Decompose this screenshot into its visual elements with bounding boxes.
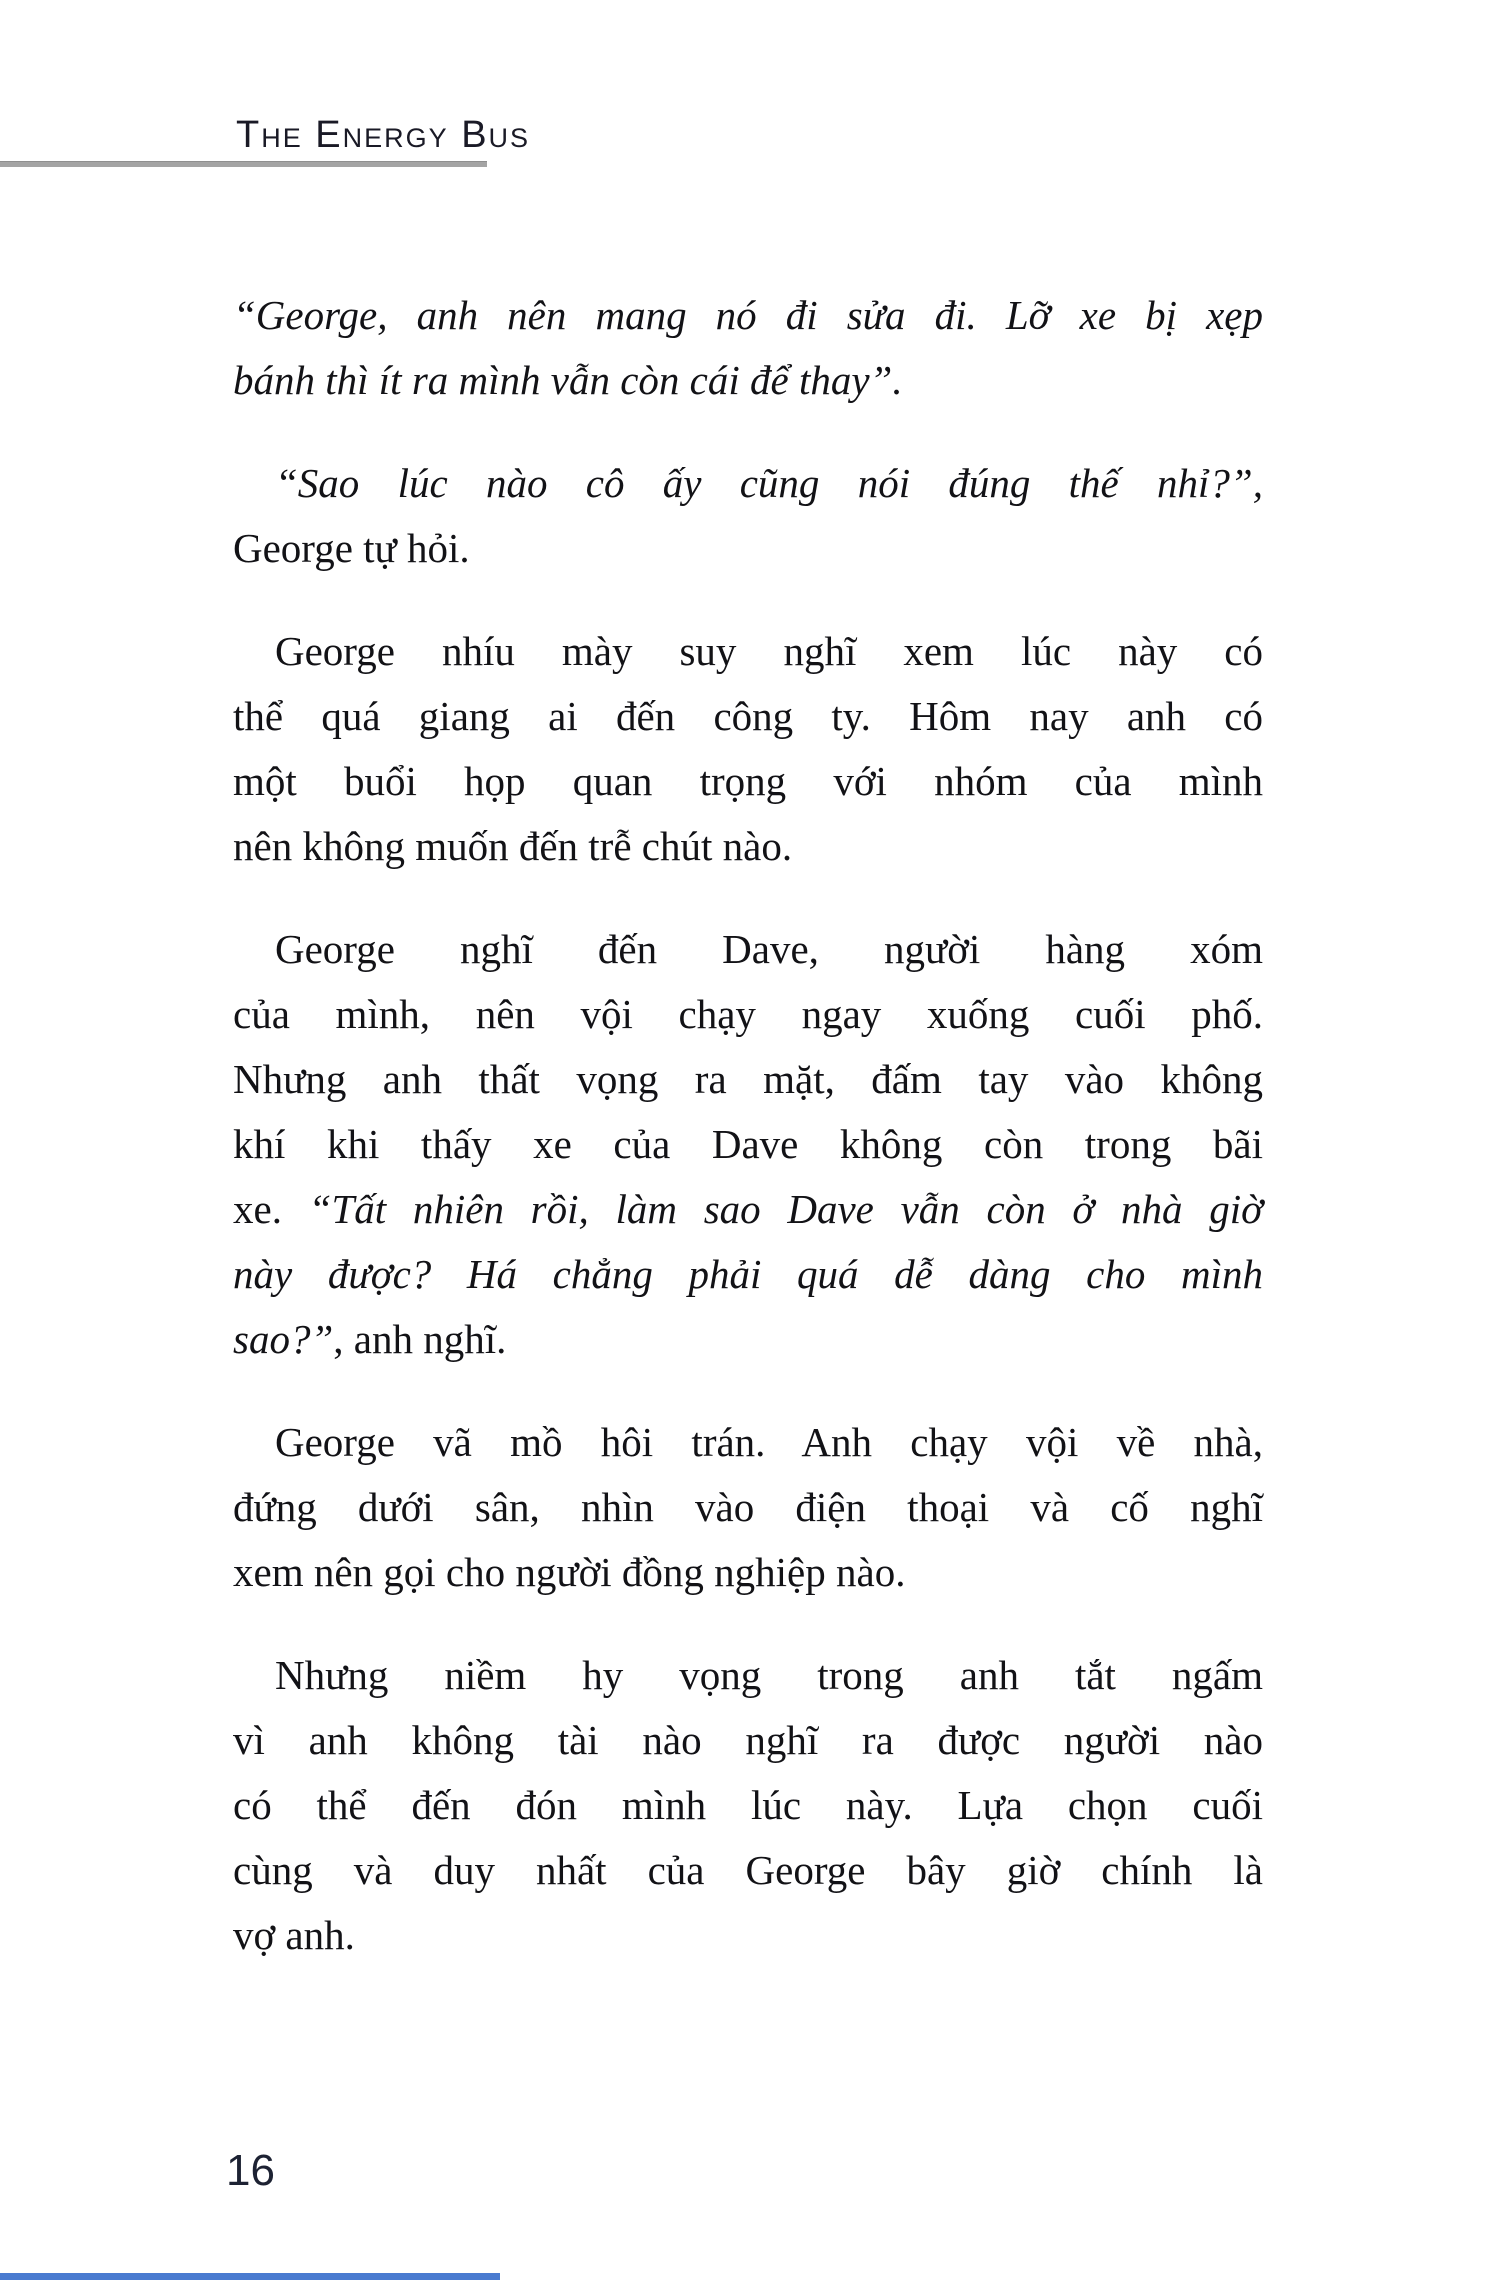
running-header-title: The Energy Bus xyxy=(236,114,531,156)
text-run: “George, anh nên mang nó đi sửa đi. Lỡ xe bị xẹp xyxy=(233,292,1263,338)
text-line xyxy=(233,814,1263,879)
text-run: bánh thì ít ra mình vẫn còn cái để thay”. xyxy=(233,357,903,403)
text-line xyxy=(233,1903,1263,1968)
text-run: George nghĩ đến Dave, người hàng xóm xyxy=(275,926,1263,972)
text-line xyxy=(233,1112,1263,1177)
text-line xyxy=(233,1307,1263,1372)
text-line xyxy=(233,1242,1263,1307)
text-run: George vã mồ hôi trán. Anh chạy vội về nhà, xyxy=(275,1419,1263,1465)
footer-rule xyxy=(0,2273,500,2280)
text-line xyxy=(233,1475,1263,1540)
text-run: “Tất nhiên rồi, làm sao Dave vẫn còn ở nhà giờ xyxy=(308,1186,1263,1232)
text-line xyxy=(233,1410,1263,1475)
text-run: cùng và duy nhất của George bây giờ chính là xyxy=(233,1847,1263,1893)
text-run: Nhưng anh thất vọng ra mặt, đấm tay vào không xyxy=(233,1056,1263,1102)
text-run: vợ anh. xyxy=(233,1912,355,1958)
text-run: này được? Há chẳng phải quá dễ dàng cho mình xyxy=(233,1251,1263,1297)
text-line xyxy=(233,1047,1263,1112)
text-run: Nhưng niềm hy vọng trong anh tắt ngấm xyxy=(275,1652,1263,1698)
text-run: đứng dưới sân, nhìn vào điện thoại và cố nghĩ xyxy=(233,1484,1263,1530)
text-line xyxy=(233,348,1263,413)
text-run: sao?” xyxy=(233,1316,334,1362)
paragraph xyxy=(233,917,1263,1372)
text-line xyxy=(233,619,1263,684)
text-run: khí khi thấy xe của Dave không còn trong bãi xyxy=(233,1121,1263,1167)
paragraph xyxy=(233,619,1263,879)
text-line xyxy=(233,749,1263,814)
text-run: một buổi họp quan trọng với nhóm của mình xyxy=(233,758,1263,804)
text-line xyxy=(233,451,1263,516)
text-line xyxy=(233,1838,1263,1903)
text-run: , anh nghĩ. xyxy=(333,1316,507,1362)
text-line xyxy=(233,684,1263,749)
text-line xyxy=(233,1708,1263,1773)
text-run: “Sao lúc nào cô ấy cũng nói đúng thế nhỉ?”, xyxy=(275,460,1263,506)
text-line xyxy=(233,516,1263,581)
header-rule xyxy=(0,161,487,167)
text-run: George tự hỏi. xyxy=(233,525,470,571)
text-line xyxy=(233,917,1263,982)
text-run: của mình, nên vội chạy ngay xuống cuối phố. xyxy=(233,991,1263,1037)
text-line xyxy=(233,283,1263,348)
body-text xyxy=(233,283,1263,1968)
page-number: 16 xyxy=(226,2146,275,2195)
text-run: xem nên gọi cho người đồng nghiệp nào. xyxy=(233,1549,906,1595)
paragraph xyxy=(233,1410,1263,1605)
text-run: George nhíu mày suy nghĩ xem lúc này có xyxy=(275,628,1263,674)
paragraph xyxy=(233,1643,1263,1968)
text-line xyxy=(233,982,1263,1047)
text-line xyxy=(233,1177,1263,1242)
text-line xyxy=(233,1643,1263,1708)
paragraph xyxy=(233,451,1263,581)
text-run: thể quá giang ai đến công ty. Hôm nay anh có xyxy=(233,693,1263,739)
text-run: xe. xyxy=(233,1186,309,1232)
paragraph xyxy=(233,283,1263,413)
text-run: nên không muốn đến trễ chút nào. xyxy=(233,823,793,869)
text-run: có thể đến đón mình lúc này. Lựa chọn cuối xyxy=(233,1782,1263,1828)
text-run: vì anh không tài nào nghĩ ra được người nào xyxy=(233,1717,1263,1763)
text-line xyxy=(233,1540,1263,1605)
text-line xyxy=(233,1773,1263,1838)
